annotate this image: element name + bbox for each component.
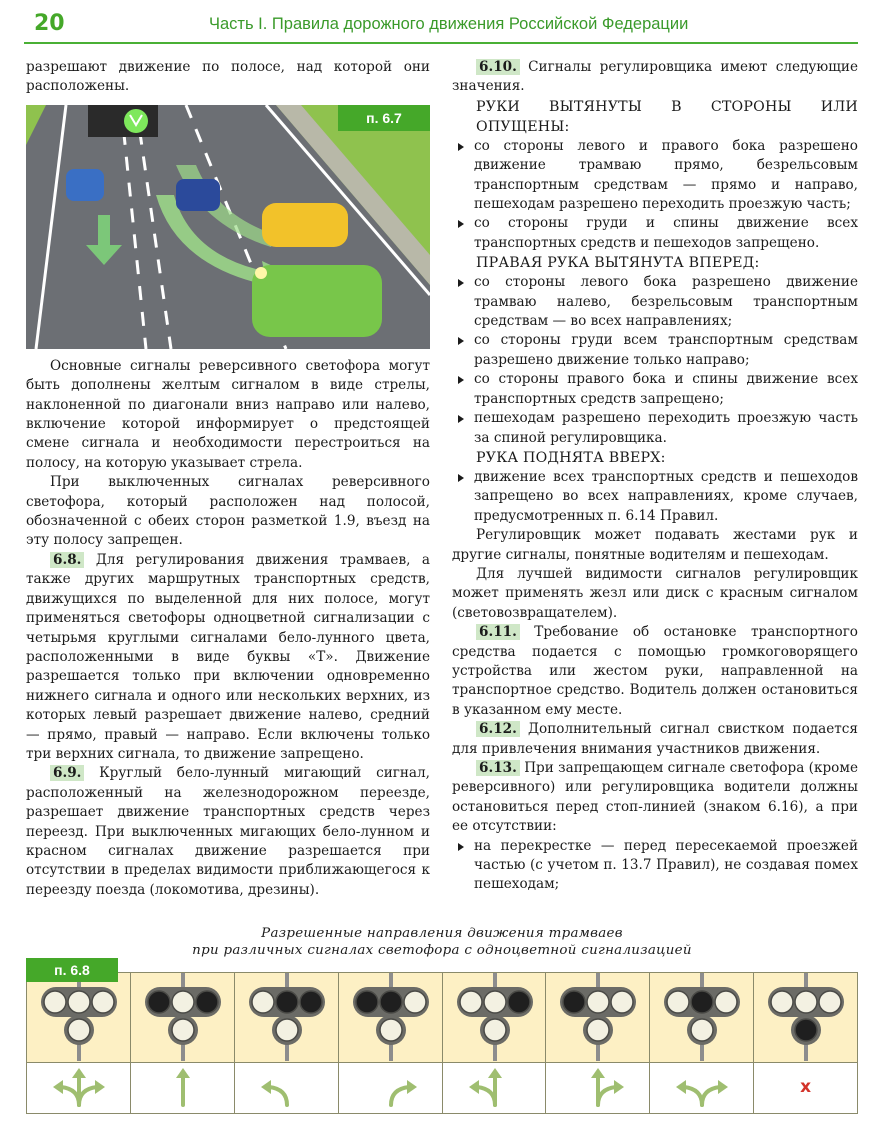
- signal-column: [27, 973, 131, 1113]
- clause-6-8: [26, 551, 430, 764]
- arrow-left-icon: [269, 1087, 287, 1105]
- signal-cell: [754, 973, 857, 1063]
- clause-number: 6.13.: [476, 760, 520, 776]
- figure-tag: п. 6.8: [26, 958, 118, 982]
- signal-lamp: [300, 991, 322, 1013]
- left-column: [26, 58, 430, 900]
- signal-lamp: [667, 991, 689, 1013]
- running-title: Часть I. Правила дорожного движения Российской Федерации: [209, 15, 689, 33]
- bullet-list-4: [452, 837, 858, 895]
- signal-lamp: [691, 991, 713, 1013]
- tram-signal-icon: [235, 973, 339, 1061]
- list-item: движение всех транспортных средств и пешеходов запрещено во всех направлениях, кроме случаев, предусмотренных п. 6.14 Правил.: [452, 468, 858, 526]
- arrow-left-icon: [477, 1087, 495, 1105]
- signal-lamp-bottom: [276, 1019, 298, 1041]
- arrow-right-icon: [598, 1087, 616, 1105]
- header-rule: [24, 42, 858, 44]
- signal-lamp: [795, 991, 817, 1013]
- signal-lamp-bottom: [380, 1019, 402, 1041]
- signal-lamp-bottom: [691, 1019, 713, 1041]
- signal-lamp-bottom: [795, 1019, 817, 1041]
- clause-6-13: [452, 759, 858, 837]
- arrow-head: [591, 1068, 605, 1078]
- signal-cell: [650, 973, 753, 1063]
- signal-column: [339, 973, 443, 1113]
- direction-cell: [650, 1063, 753, 1113]
- signal-cell: [443, 973, 546, 1063]
- direction-cell: [131, 1063, 234, 1113]
- arrow-head: [718, 1080, 728, 1094]
- photo-tag: п. 6.7: [338, 105, 430, 131]
- clause-text: Требование об остановке транспортного средства подается с помощью громкоговорящего устройства или жестом руки, направленной на транспортное средство. Водитель должен остановиться в указанном ему месте.: [452, 624, 858, 718]
- arrow-head: [469, 1080, 479, 1094]
- clause-text: Для регулирования движения трамваев, а также других маршрутных транспортных средств, движущихся по выделенной для них полосе, могут применяться светофоры одноцветной сигнализации с четырьмя круглыми сигналами бело-лунного цвета, расположенными в виде буквы «Т». Движение разрешается только при включении одновременно нижнего сигнала и одного или нескольких верхних, из которых левый разрешает движение налево, средний — прямо, правый — направо. Если включены только три верхних сигнала, то движение запрещено.: [26, 551, 430, 762]
- signal-lamp: [92, 991, 114, 1013]
- clause-number: 6.12.: [476, 721, 520, 737]
- direction-cell: [546, 1063, 649, 1113]
- list-item: со стороны левого и правого бока разрешено движение трамваю прямо, безрельсовым транспортным средствам — прямо и направо, пешеходам разрешено переходить проезжую часть;: [452, 137, 858, 215]
- road-illustration: [26, 105, 430, 349]
- clause-text: Дополнительный сигнал свистком подается для привлечения внимания участников движения.: [452, 721, 858, 757]
- tram-signal-icon: [27, 973, 131, 1061]
- tram-signal-icon: [650, 973, 754, 1061]
- clause-6-10: [452, 58, 858, 97]
- signal-lamp: [611, 991, 633, 1013]
- list-item: пешеходам разрешено переходить проезжую часть за спиной регулировщика.: [452, 409, 858, 448]
- list-item: со стороны груди и спины движение всех транспортных средств и пешеходов запрещено.: [452, 214, 858, 253]
- tram-signal-icon: [754, 973, 858, 1061]
- list-item: со стороны левого бока разрешено движение трамваю налево, безрельсовым транспортным средствам — во всех направлениях;: [452, 273, 858, 331]
- arrow-head: [261, 1080, 271, 1094]
- page-header: [24, 6, 858, 44]
- signal-column: [235, 973, 339, 1113]
- arrow-head: [407, 1080, 417, 1094]
- direction-arrows: [27, 1063, 131, 1113]
- clause-number: 6.8.: [50, 552, 84, 568]
- arrow-head: [95, 1080, 105, 1094]
- signal-lamp: [460, 991, 482, 1013]
- direction-cell: [27, 1063, 130, 1113]
- signal-lamp: [276, 991, 298, 1013]
- direction-arrows: [650, 1063, 754, 1113]
- paragraph-arrow-signal: Основные сигналы реверсивного светофора могут быть дополнены желтым сигналом в виде стрелы, наклоненной по диагонали вниз направо или налево, включение которой информирует о предстоящей смене сигнала и необходимости перестроиться на полосу, на которую указывает стрела.: [26, 357, 430, 471]
- caption-line: при различных сигналах светофора с одноцветной сигнализацией: [192, 943, 692, 958]
- signal-lamp: [68, 991, 90, 1013]
- arrow-right-icon: [79, 1087, 97, 1105]
- signal-cell: [27, 973, 130, 1063]
- signal-lamp: [172, 991, 194, 1013]
- direction-cell: [235, 1063, 338, 1113]
- signal-lamp: [196, 991, 218, 1013]
- arrow-left-icon: [61, 1087, 79, 1105]
- arrow-right-icon: [391, 1087, 409, 1105]
- list-item: со стороны груди всем транспортным средствам разрешено движение только направо;: [452, 331, 858, 370]
- signal-cell: [131, 973, 234, 1063]
- signal-lamp: [715, 991, 737, 1013]
- clause-number: 6.10.: [476, 59, 520, 75]
- signal-lamp: [587, 991, 609, 1013]
- arrow-head: [53, 1080, 63, 1094]
- forbidden-icon: x: [800, 1077, 812, 1097]
- road-illustration-graphic: [26, 105, 430, 349]
- signal-lamp: [404, 991, 426, 1013]
- signal-column: [754, 973, 857, 1113]
- signal-lamp: [771, 991, 793, 1013]
- signal-lamp-bottom: [484, 1019, 506, 1041]
- arrow-head: [488, 1068, 502, 1078]
- clause-6-11: [452, 623, 858, 720]
- direction-cell: [443, 1063, 546, 1113]
- signal-column: [131, 973, 235, 1113]
- heading-arms-sideways: РУКИ ВЫТЯНУТЫ В СТОРОНЫ ИЛИ ОПУЩЕНЫ:: [476, 98, 858, 135]
- clause-number: 6.11.: [476, 624, 520, 640]
- heading-right-arm-forward: ПРАВАЯ РУКА ВЫТЯНУТА ВПЕРЕД:: [476, 255, 760, 272]
- direction-cell: [339, 1063, 442, 1113]
- direction-arrows: [131, 1063, 235, 1113]
- clause-text: При запрещающем сигнале светофора (кроме реверсивного) или регулировщика водители должны остановиться перед стоп-линией (знаком 6.16), а при ее отсутствии:: [452, 760, 858, 835]
- signal-lamp: [356, 991, 378, 1013]
- continuation-text: разрешают движение по полосе, над которой они расположены.: [26, 59, 430, 95]
- bullet-list-1: [452, 137, 858, 253]
- list-item: на перекрестке — перед пересекаемой проезжей частью (с учетом п. 13.7 Правил), не создавая помех пешеходам;: [452, 837, 858, 895]
- arrow-left-icon: [684, 1087, 702, 1105]
- heading-arm-raised: РУКА ПОДНЯТА ВВЕРХ:: [476, 449, 666, 466]
- bullet-list-2: [452, 273, 858, 448]
- paragraph-gestures: Регулировщик может подавать жестами рук и другие сигналы, понятные водителям и пешеходам.: [452, 527, 858, 563]
- signal-lamp-bottom: [172, 1019, 194, 1041]
- tram-signal-icon: [131, 973, 235, 1061]
- signal-lamp: [148, 991, 170, 1013]
- clause-6-9: [26, 764, 430, 900]
- arrow-head: [72, 1068, 86, 1078]
- signal-column: [546, 973, 650, 1113]
- signal-lamp-bottom: [587, 1019, 609, 1041]
- signal-cell: [339, 973, 442, 1063]
- tram-signal-table: [26, 972, 858, 1114]
- arrow-right-icon: [702, 1087, 720, 1105]
- signal-column: [650, 973, 754, 1113]
- caption-line: Разрешенные направления движения трамваев: [261, 926, 623, 941]
- tram-signal-icon: [339, 973, 443, 1061]
- tram-signal-icon: [546, 973, 650, 1061]
- paragraph-baton: Для лучшей видимости сигналов регулировщик может применять жезл или диск с красным сигналом (световозвращателем).: [452, 565, 858, 621]
- direction-arrows: [339, 1063, 443, 1113]
- signal-lamp: [252, 991, 274, 1013]
- direction-cell: [754, 1063, 857, 1113]
- figure-caption: [26, 925, 858, 959]
- direction-arrows: [235, 1063, 339, 1113]
- tram-signal-icon: [443, 973, 547, 1061]
- clause-6-12: [452, 720, 858, 759]
- clause-text: Сигналы регулировщика имеют следующие значения.: [452, 59, 858, 95]
- signal-column: [443, 973, 547, 1113]
- direction-arrows: [546, 1063, 650, 1113]
- signal-lamp-bottom: [68, 1019, 90, 1041]
- signal-lamp: [508, 991, 530, 1013]
- list-item: со стороны правого бока и спины движение всех транспортных средств запрещено;: [452, 370, 858, 409]
- signal-lamp: [484, 991, 506, 1013]
- right-column: [452, 58, 858, 895]
- signal-lamp: [380, 991, 402, 1013]
- arrow-head: [676, 1080, 686, 1094]
- signal-lamp: [563, 991, 585, 1013]
- arrow-head: [614, 1080, 624, 1094]
- bullet-list-3: [452, 468, 858, 526]
- page-number: 20: [34, 11, 65, 36]
- direction-arrows: [443, 1063, 547, 1113]
- signal-cell: [235, 973, 338, 1063]
- clause-number: 6.9.: [50, 765, 84, 781]
- signal-lamp: [44, 991, 66, 1013]
- signal-cell: [546, 973, 649, 1063]
- signal-lamp: [819, 991, 841, 1013]
- paragraph-signals-off: При выключенных сигналах реверсивного светофора, который расположен над полосой, обозначенной с обеих сторон разметкой 1.9, въезд на эту полосу запрещен.: [26, 474, 430, 549]
- clause-text: Круглый бело-лунный мигающий сигнал, расположенный на железнодорожном переезде, разрешает движение транспортных средств через переезд. При выключенных мигающих бело-лунном и красном сигналах движение разрешается при отсутствии в пределах видимости приближающегося к переезду поезда (локомотива, дрезины).: [26, 765, 430, 898]
- arrow-head: [176, 1068, 190, 1078]
